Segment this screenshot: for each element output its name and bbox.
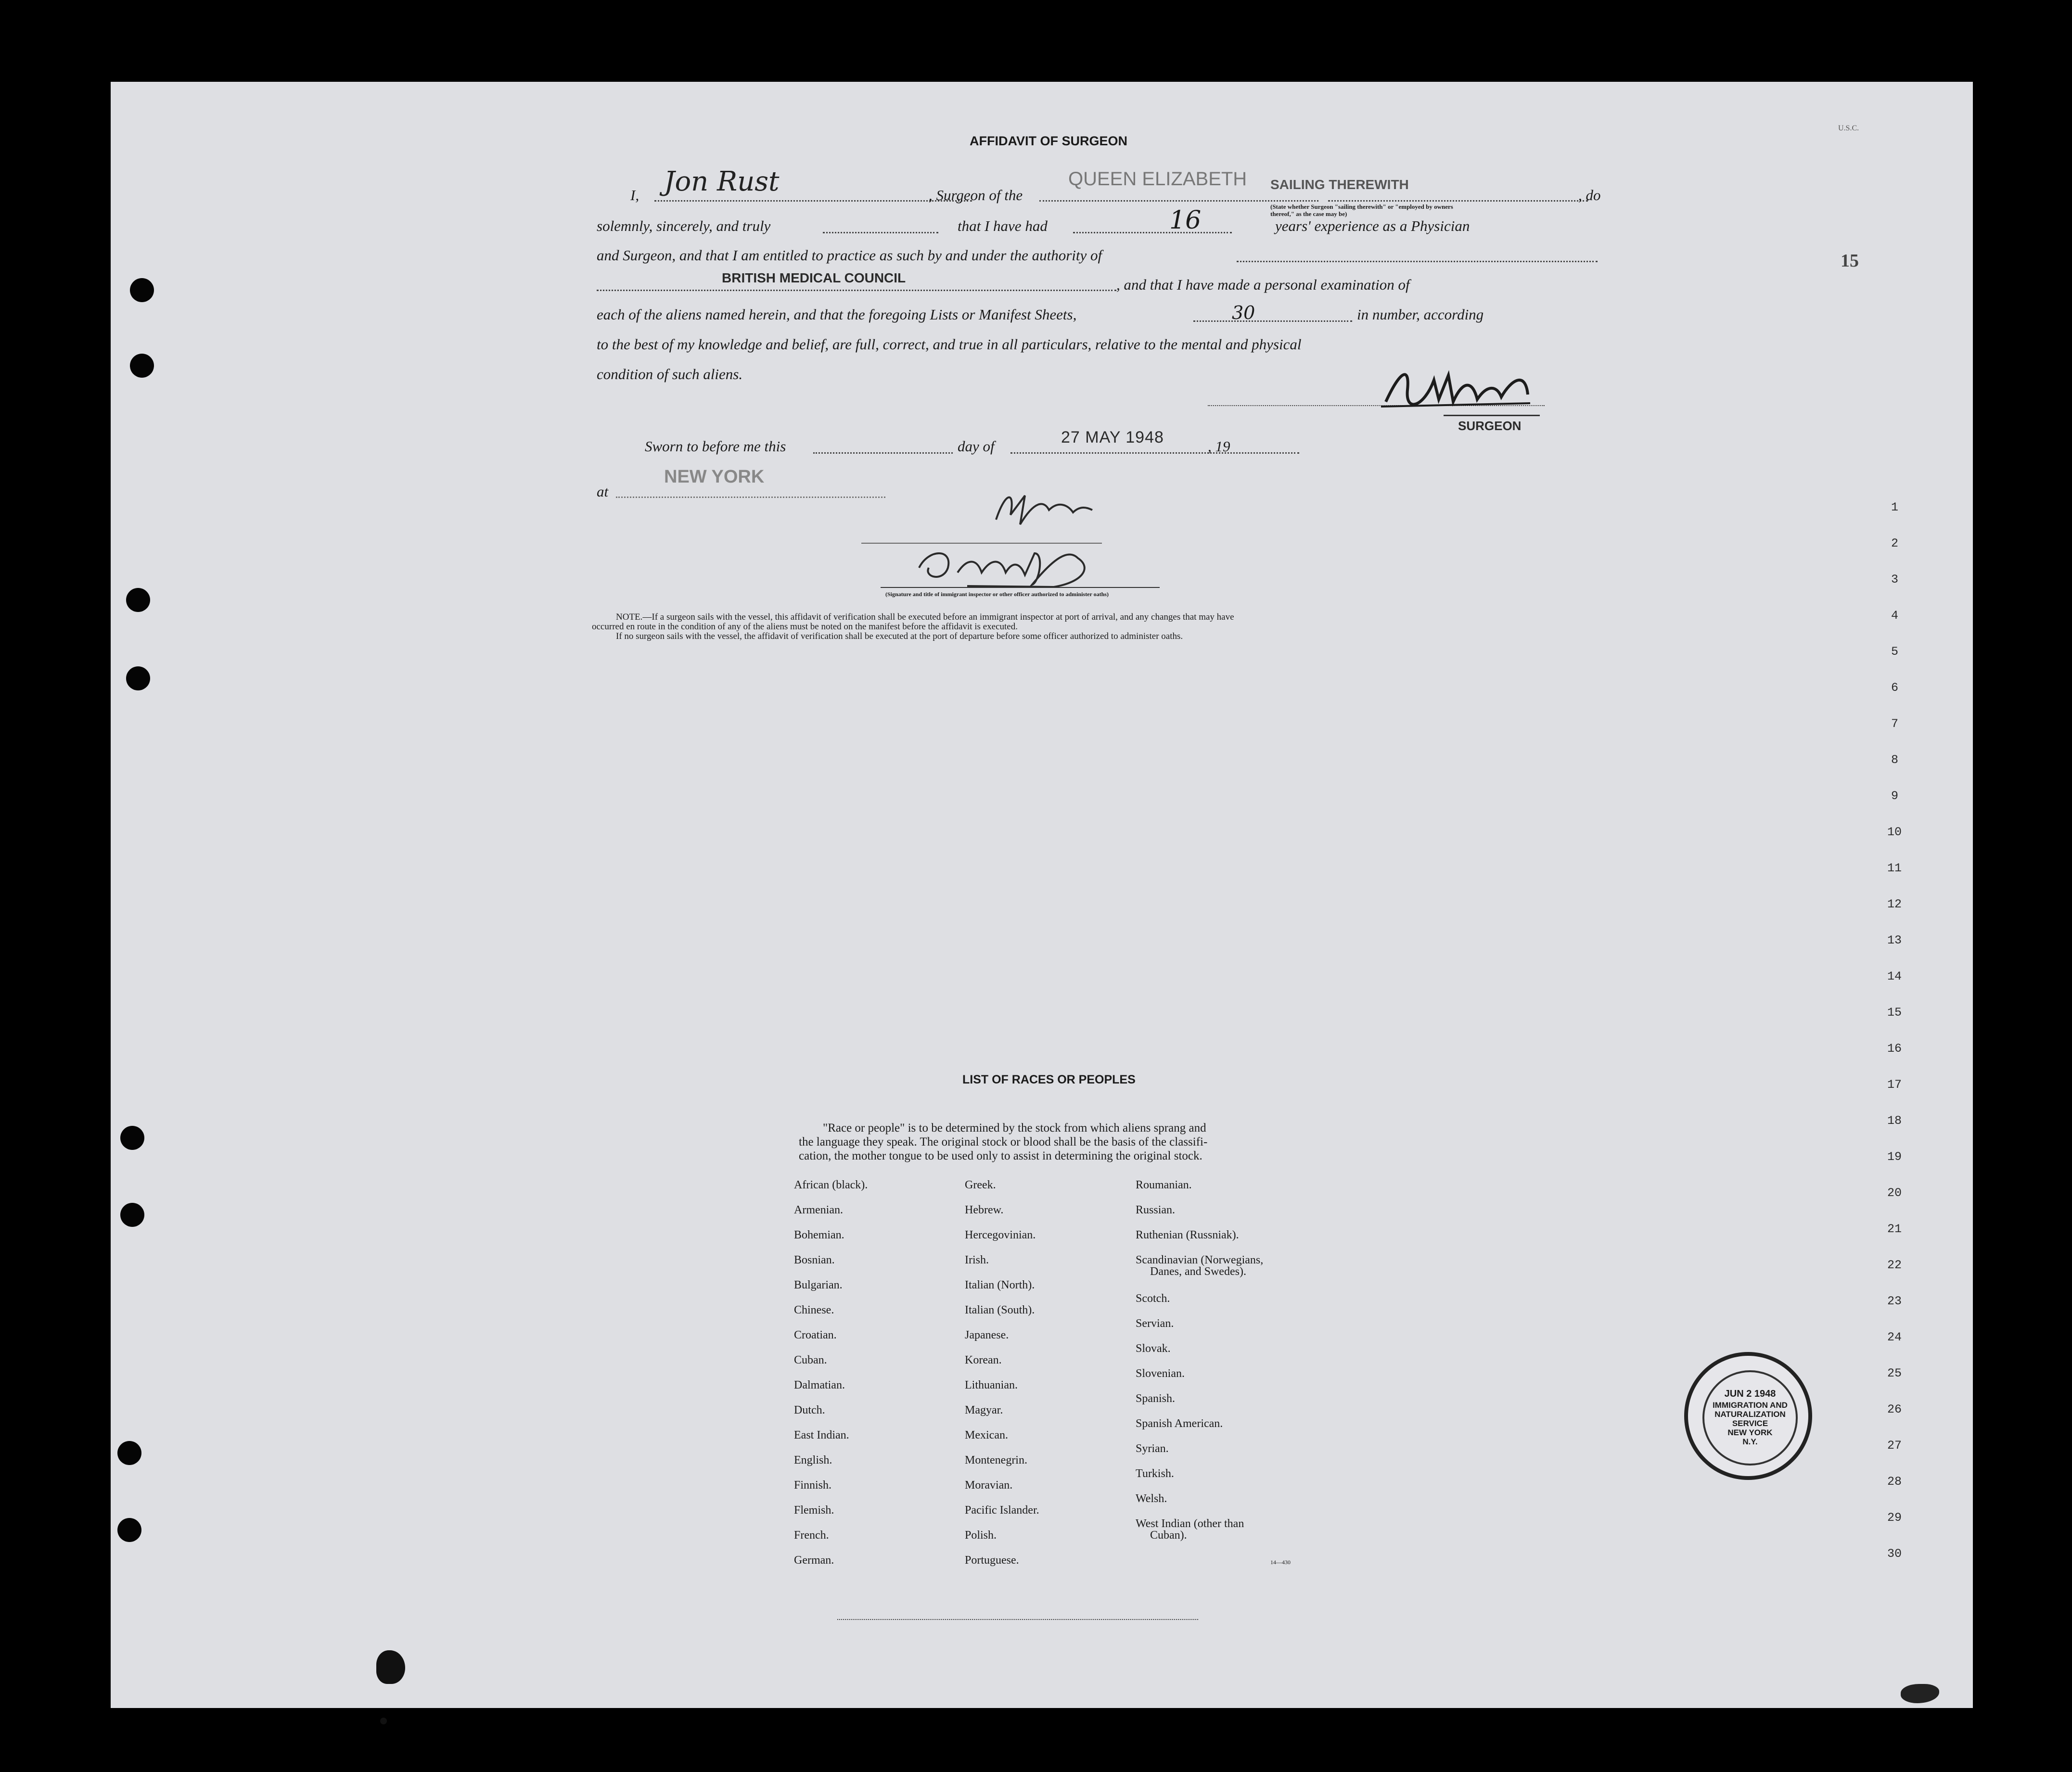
race-item: Roumanian. xyxy=(1136,1179,1192,1191)
seal-line: IMMIGRATION AND xyxy=(1713,1401,1788,1410)
form-number: 14—430 xyxy=(1270,1559,1291,1566)
race-item: West Indian (other than xyxy=(1136,1517,1244,1530)
row-number: 17 xyxy=(1887,1078,1902,1092)
sworn-date-stamp: 27 MAY 1948 xyxy=(1061,428,1164,446)
surgeon-name: Jon Rust xyxy=(664,166,780,197)
punch-hole xyxy=(117,1518,141,1542)
ink-blot xyxy=(1901,1684,1939,1703)
ink-dot xyxy=(380,1718,387,1724)
ship-name-rule xyxy=(1039,200,1318,202)
line2-have-had: that I have had xyxy=(958,217,1048,234)
row-number: 20 xyxy=(1887,1186,1902,1200)
race-item: Pacific Islander. xyxy=(965,1504,1039,1517)
race-item: Greek. xyxy=(965,1179,996,1191)
sheets-count: 30 xyxy=(1232,302,1255,323)
bottom-dotted-rule xyxy=(837,1619,1198,1620)
race-item: Slovak. xyxy=(1136,1342,1171,1355)
row-number: 19 xyxy=(1887,1150,1902,1164)
note-line-2: occurred en route in the condition of any of the aliens must be noted on the manifest before the affidavit is executed. xyxy=(592,622,1018,632)
race-item: Polish. xyxy=(965,1529,997,1542)
row-number: 18 xyxy=(1887,1114,1902,1128)
place-stamp: NEW YORK xyxy=(664,467,765,487)
sailing-status-stamp: SAILING THEREWITH xyxy=(1270,177,1409,192)
race-item: Hebrew. xyxy=(965,1204,1004,1216)
line2-rule-a xyxy=(823,232,938,233)
punch-hole xyxy=(130,278,154,302)
line7-condition: condition of such aliens. xyxy=(597,366,743,382)
race-item: Magyar. xyxy=(965,1404,1003,1416)
races-intro-1: "Race or people" is to be determined by the stock from which aliens sprang and xyxy=(823,1122,1206,1135)
row-number: 10 xyxy=(1887,825,1902,839)
row-number: 13 xyxy=(1887,933,1902,947)
seal-date: JUN 2 1948 xyxy=(1724,1389,1776,1399)
race-item: Syrian. xyxy=(1136,1442,1169,1455)
row-number: 28 xyxy=(1887,1475,1902,1489)
race-item: Croatian. xyxy=(794,1329,837,1341)
document-sheet xyxy=(111,82,1973,1708)
row-number: 4 xyxy=(1891,609,1899,623)
line3-rule xyxy=(1237,261,1598,262)
row-number: 14 xyxy=(1887,969,1902,983)
punch-hole xyxy=(130,354,154,378)
race-item: French. xyxy=(794,1529,829,1542)
line1-i: I, xyxy=(630,187,640,204)
races-title: LIST OF RACES OR PEOPLES xyxy=(962,1073,1136,1086)
race-item: Danes, and Swedes). xyxy=(1150,1265,1246,1278)
race-item: Russian. xyxy=(1136,1204,1176,1216)
row-number: 6 xyxy=(1891,681,1899,695)
row-number: 9 xyxy=(1891,789,1899,803)
row-number: 11 xyxy=(1887,861,1902,875)
race-item: Finnish. xyxy=(794,1479,832,1492)
race-item: Scotch. xyxy=(1136,1292,1170,1305)
affidavit-title: AFFIDAVIT OF SURGEON xyxy=(970,134,1127,148)
race-item: Bosnian. xyxy=(794,1254,835,1266)
race-item: Portuguese. xyxy=(965,1554,1019,1567)
line2-solemnly: solemnly, sincerely, and truly xyxy=(597,217,771,234)
race-item: Cuban). xyxy=(1150,1529,1187,1542)
row-number: 16 xyxy=(1887,1042,1902,1056)
line1-surgeon-of: , Surgeon of the xyxy=(929,187,1023,204)
seal-line: N.Y. xyxy=(1742,1437,1758,1446)
punch-hole xyxy=(120,1203,144,1227)
at-label: at xyxy=(597,483,609,500)
authority-rule xyxy=(597,290,1116,291)
surgeon-label: SURGEON xyxy=(1458,419,1522,433)
corner-code: U.S.C. xyxy=(1838,124,1859,132)
race-item: German. xyxy=(794,1554,834,1567)
line6-knowledge: to the best of my knowledge and belief, are full, correct, and true in all particulars, relative to the mental and physical xyxy=(597,336,1302,353)
race-item: Welsh. xyxy=(1136,1492,1167,1505)
ship-name-stamp: QUEEN ELIZABETH xyxy=(1068,168,1247,190)
punch-hole xyxy=(126,588,150,612)
status-note: (State whether Surgeon "sailing therewith" or "employed by owners thereof," as the case may be) xyxy=(1270,203,1453,217)
row-number: 26 xyxy=(1887,1402,1902,1416)
race-item: Spanish. xyxy=(1136,1392,1176,1405)
race-item: Dalmatian. xyxy=(794,1379,845,1391)
sailing-status-rule xyxy=(1328,200,1588,202)
line5-foregoing: each of the aliens named herein, and that the foregoing Lists or Manifest Sheets, xyxy=(597,306,1077,323)
race-item: Flemish. xyxy=(794,1504,834,1517)
row-number: 8 xyxy=(1891,753,1899,767)
sworn-before: Sworn to before me this xyxy=(645,438,786,455)
years-experience: 16 xyxy=(1169,206,1202,235)
seal-line: NEW YORK xyxy=(1727,1428,1773,1437)
race-item: Italian (South). xyxy=(965,1304,1035,1316)
officer-signature-lower xyxy=(909,539,1112,592)
races-intro-3: cation, the mother tongue to be used only to assist in determining the original stock. xyxy=(799,1149,1202,1162)
sworn-year: , 19 xyxy=(1208,438,1230,455)
surgeon-name-rule xyxy=(654,200,972,202)
sworn-day-of: day of xyxy=(958,438,995,455)
line4-examination: , and that I have made a personal examination of xyxy=(1116,276,1410,293)
race-item: Servian. xyxy=(1136,1317,1174,1330)
row-number: 29 xyxy=(1887,1511,1902,1525)
race-item: Slovenian. xyxy=(1136,1367,1185,1380)
sheet-number: 15 xyxy=(1841,251,1859,271)
punch-hole xyxy=(126,666,150,690)
note-line-3: If no surgeon sails with the vessel, the affidavit of verification shall be executed at the port of departure before some officer authorized to administer oaths. xyxy=(616,631,1183,641)
races-intro-2: the language they speak. The original stock or blood shall be the basis of the classifi- xyxy=(799,1135,1208,1148)
row-number: 30 xyxy=(1887,1547,1902,1561)
race-item: Japanese. xyxy=(965,1329,1009,1341)
race-item: Armenian. xyxy=(794,1204,843,1216)
surgeon-signature xyxy=(1381,361,1535,414)
surgeon-label-rule xyxy=(1444,415,1540,416)
row-number: 15 xyxy=(1887,1006,1902,1020)
years-rule xyxy=(1073,232,1232,233)
race-item: Korean. xyxy=(965,1354,1002,1366)
row-number: 7 xyxy=(1891,717,1899,731)
place-rule xyxy=(616,497,885,498)
race-item: Dutch. xyxy=(794,1404,825,1416)
race-item: Italian (North). xyxy=(965,1279,1035,1291)
punch-hole xyxy=(117,1441,141,1465)
seal-line: NATURALIZATION xyxy=(1714,1410,1786,1419)
sworn-day-rule xyxy=(813,452,953,454)
note-line-1: NOTE.—If a surgeon sails with the vessel, this affidavit of verification shall be executed before an immigrant inspector at port of arrival, and any changes that may have xyxy=(616,612,1234,622)
line2-years: years' experience as a Physician xyxy=(1275,217,1470,234)
row-number: 24 xyxy=(1887,1330,1902,1344)
row-number: 27 xyxy=(1887,1439,1902,1453)
race-item: Bohemian. xyxy=(794,1229,844,1241)
row-number: 1 xyxy=(1891,500,1899,514)
row-number: 5 xyxy=(1891,645,1899,659)
row-number: 25 xyxy=(1887,1366,1902,1380)
race-item: Turkish. xyxy=(1136,1467,1174,1480)
race-item: African (black). xyxy=(794,1179,868,1191)
officer-lower-rule xyxy=(881,587,1160,588)
race-item: Lithuanian. xyxy=(965,1379,1018,1391)
officer-caption: (Signature and title of immigrant inspector or other officer authorized to administer oaths) xyxy=(885,591,1109,598)
race-item: Spanish American. xyxy=(1136,1417,1223,1430)
race-item: East Indian. xyxy=(794,1429,849,1441)
row-number: 22 xyxy=(1887,1258,1902,1272)
race-item: Irish. xyxy=(965,1254,989,1266)
row-number: 21 xyxy=(1887,1222,1902,1236)
seal-line: SERVICE xyxy=(1732,1419,1768,1428)
sheets-rule xyxy=(1193,320,1352,322)
race-item: Ruthenian (Russniak). xyxy=(1136,1229,1239,1241)
officer-signature-upper xyxy=(991,486,1097,529)
line3-authority-text: and Surgeon, and that I am entitled to practice as such by and under the authority of xyxy=(597,247,1102,264)
race-item: Hercegovinian. xyxy=(965,1229,1036,1241)
sworn-date-rule xyxy=(1010,452,1299,454)
race-item: Moravian. xyxy=(965,1479,1013,1492)
race-item: Mexican. xyxy=(965,1429,1008,1441)
punch-hole xyxy=(120,1126,144,1150)
race-item: Cuban. xyxy=(794,1354,827,1366)
row-number: 23 xyxy=(1887,1294,1902,1308)
race-item: English. xyxy=(794,1454,832,1466)
immigration-seal xyxy=(1684,1352,1812,1480)
race-item: Chinese. xyxy=(794,1304,834,1316)
race-item: Montenegrin. xyxy=(965,1454,1027,1466)
race-item: Bulgarian. xyxy=(794,1279,843,1291)
race-item: Scandinavian (Norwegians, xyxy=(1136,1254,1264,1266)
line1-do: , do xyxy=(1578,187,1601,204)
row-number: 2 xyxy=(1891,536,1899,550)
authority-stamp: BRITISH MEDICAL COUNCIL xyxy=(722,270,906,285)
row-number: 3 xyxy=(1891,573,1899,586)
seal-inner-ring xyxy=(1702,1370,1798,1466)
ink-blot xyxy=(376,1650,405,1684)
line5-in-number: in number, according xyxy=(1357,306,1484,323)
row-number: 12 xyxy=(1887,897,1902,911)
